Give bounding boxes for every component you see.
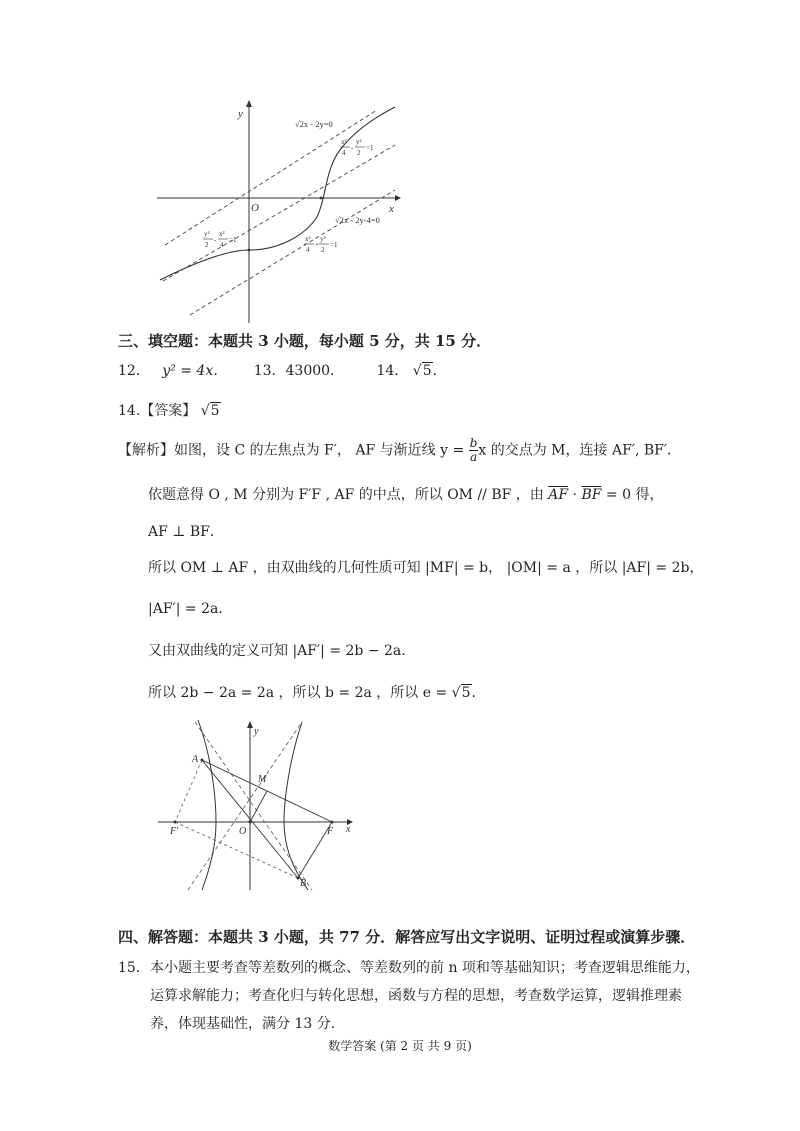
- q14-analysis-line1: 【解析】如图，设 C 的左焦点为 F′， AF 与渐近线 y = $\frac{b}{a}$ x 的交点为 M，连接 AF′, BF′．: [118, 436, 682, 464]
- label-f: F: [327, 826, 334, 837]
- svg-text:2: 2: [321, 246, 325, 254]
- section3-title: 三、填空题：本题共 3 小题，每小题 5 分，共 15 分．: [118, 332, 492, 350]
- answer-14-number: 14．: [376, 363, 409, 379]
- answers-12-13-14: 12． y² = 4x． 13．43000． 14． √5．: [118, 363, 447, 379]
- svg-text:y²: y²: [356, 138, 362, 146]
- q14-answer: [118, 400, 221, 420]
- q15-line1: 本小题主要考查等差数列的概念、等差数列的前 n 项和等基础知识；考查逻辑思维能力，: [150, 960, 700, 976]
- origin-label: O: [251, 202, 259, 214]
- y-axis-arrow: [247, 721, 253, 728]
- svg-text:2: 2: [205, 241, 209, 249]
- q14-analysis-line7: 所以 2b − 2a = 2a ，所以 b = 2a ，所以 e = √5．: [148, 685, 486, 701]
- ellipse-label: [304, 235, 338, 254]
- svg-text:4: 4: [220, 241, 224, 249]
- svg-text:=1: =1: [330, 241, 338, 249]
- x-axis-arrow: [395, 195, 401, 201]
- q14-analysis-line5: |AF′| = 2a．: [148, 601, 233, 617]
- q15-line3: 养，体现基础性，满分 13 分．: [150, 1016, 345, 1032]
- svg-text:x²: x²: [305, 235, 311, 243]
- hyperbola-right-label: [340, 138, 374, 157]
- x-axis-label: x: [389, 203, 394, 215]
- svg-text:y²: y²: [320, 235, 326, 243]
- label-f1: F′: [170, 826, 179, 837]
- svg-text:-: -: [214, 236, 217, 244]
- asymptote-lower-label: √2x - 2y-4=0: [335, 215, 380, 225]
- answer-sqrt: √5: [200, 403, 220, 419]
- section4-title: 四、解答题：本题共 3 小题，共 77 分．解答应写出文字说明、证明过程或演算步骤．: [118, 928, 696, 946]
- q15-number: 15．: [118, 960, 150, 976]
- point-a: [201, 759, 204, 762]
- point-f1: [174, 821, 177, 824]
- segment-om: [250, 791, 267, 822]
- segment-f1b: [175, 822, 298, 878]
- svg-text:x²: x²: [341, 138, 347, 146]
- e-sqrt: √5: [451, 685, 471, 701]
- hyperbola-left-label: [203, 230, 237, 249]
- q14-analysis-line3: AF ⊥ BF．: [148, 524, 224, 540]
- label-a: A: [192, 754, 199, 765]
- svg-text:x²: x²: [219, 230, 225, 238]
- q14-analysis-line4: 所以 OM ⊥ AF ，由双曲线的几何性质可知 |MF| = b， |OM| = a ，所以 |AF| = 2b，: [148, 560, 704, 576]
- y-axis-arrow: [246, 100, 252, 107]
- point-f: [331, 821, 334, 824]
- q14-analysis-line6: 又由双曲线的定义可知 |AF′| = 2b − 2a．: [148, 643, 416, 659]
- x-axis-label: x: [346, 824, 351, 835]
- figure-hyperbola-foci: [150, 718, 370, 894]
- vector-bf: $\overline{BF}$: [581, 487, 602, 503]
- asymptote-lower: [190, 190, 395, 315]
- svg-text:y²: y²: [204, 230, 210, 238]
- answer-13: 13．43000．: [253, 363, 345, 379]
- vector-af: $\overline{AF}$: [548, 487, 569, 503]
- fraction-b-over-a: $\frac{b}{a}$: [469, 436, 478, 464]
- q15-line2: 运算求解能力；考查化归与转化思想，函数与方程的思想，考查数学运算，逻辑推理素: [150, 988, 682, 1004]
- label-b: B: [300, 878, 307, 889]
- page-footer: 数学答案 (第 2 页 共 9 页): [328, 1039, 472, 1053]
- point-o: [249, 821, 252, 824]
- svg-text:2: 2: [357, 149, 361, 157]
- answer-12-value: y² = 4x．: [162, 363, 228, 379]
- answer-label: 14.【答案】: [118, 403, 197, 419]
- hyperbola-left-branch: [198, 720, 216, 890]
- svg-text:4: 4: [342, 149, 346, 157]
- y-axis-label: y: [254, 726, 259, 737]
- label-o: O: [239, 826, 247, 837]
- y-axis-label: y: [238, 108, 243, 120]
- asymptote-upper-label: √2x - 2y=0: [295, 119, 333, 129]
- intersection-point: [320, 197, 323, 200]
- label-m: M: [258, 774, 267, 785]
- figure-hyperbola-ellipse: [145, 95, 415, 330]
- answer-14-sqrt: √5: [412, 363, 432, 379]
- svg-text:-: -: [351, 144, 354, 152]
- asymptote-middle: [163, 145, 395, 281]
- svg-text:=1: =1: [229, 236, 237, 244]
- q14-analysis-line2: 依题意得 O , M 分别为 F′F , AF 的中点，所以 OM // BF ，由 $\overline{AF} \cdot \overline{BF} = 0$ 得，: [148, 487, 664, 503]
- svg-text:4: 4: [306, 246, 310, 254]
- segment-af1: [175, 760, 202, 822]
- analysis-label: 【解析】: [118, 442, 174, 459]
- svg-text:=1: =1: [366, 144, 374, 152]
- vertex-point: [248, 249, 251, 252]
- answer-12-number: 12．: [118, 363, 150, 379]
- composite-curve: [160, 107, 395, 280]
- svg-text:+: +: [315, 241, 319, 249]
